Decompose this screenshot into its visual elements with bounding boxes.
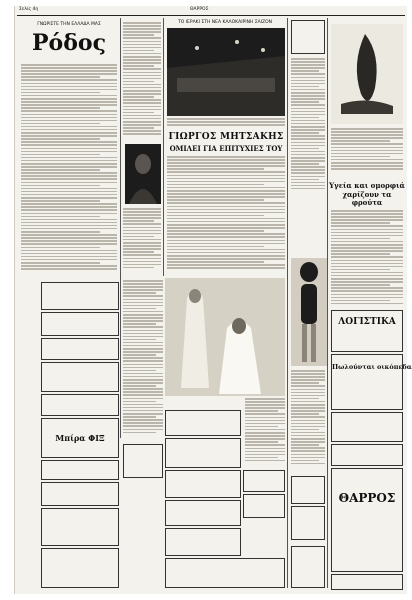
ad-box xyxy=(41,460,119,480)
ad-box xyxy=(291,506,325,540)
col6-body xyxy=(331,210,403,308)
feature-body xyxy=(167,156,285,276)
ad-box xyxy=(41,394,119,416)
ad-box xyxy=(123,444,163,478)
col6-intro xyxy=(331,128,403,172)
ad-box xyxy=(291,476,325,504)
ad-box xyxy=(331,444,403,466)
beer-ad-title: Μπίρα ΦΙΞ xyxy=(55,433,105,443)
tharros-ad-title: ΘΑΡΡΟΣ xyxy=(338,491,396,505)
swimsuit-photo xyxy=(291,258,327,366)
newspaper-page xyxy=(14,6,412,594)
feature-subheadline: ΟΜΙΛΕΙ ΓΙΑ ΕΠΙΤΥΧΙΕΣ ΤΟΥ xyxy=(169,144,283,153)
ad-box xyxy=(243,494,285,518)
feature-tail xyxy=(245,398,285,468)
feature-kicker: ΤΟ ΙΕΡΑΚΙ ΣΤΗ ΝΕΑ ΚΑΛΟΚΑΙΡΙΝΗ ΣΑΙΖΟΝ xyxy=(178,20,272,25)
column-rule xyxy=(287,18,288,588)
col1-body xyxy=(21,64,117,278)
ad-box xyxy=(41,338,119,360)
col2-body xyxy=(123,22,161,142)
accounting-ad xyxy=(331,310,403,352)
tharros-ad xyxy=(331,468,403,572)
ad-box xyxy=(41,508,119,546)
ad-box xyxy=(331,574,403,590)
ad-box xyxy=(165,528,241,556)
ad-box xyxy=(243,470,285,492)
feature-headline: ΓΙΩΡΓΟΣ ΜΗΤΣΑΚΗΣ xyxy=(168,132,284,142)
ad-box xyxy=(331,412,403,442)
ad-box xyxy=(41,548,119,588)
bridal-photo xyxy=(165,278,285,396)
night-venue-photo xyxy=(167,28,285,116)
col1-kicker: ΓΝΩΡΙΣΤΕ ΤΗΝ ΕΛΛΑΔΑ ΜΑΣ xyxy=(37,22,101,27)
ad-box xyxy=(165,470,241,498)
page-label: Σελίς 4η xyxy=(19,7,39,12)
col5-body xyxy=(291,58,325,198)
col2-body-lower xyxy=(123,208,161,274)
paper-name: ΘΑΡΡΟΣ xyxy=(190,7,209,12)
ad-box xyxy=(41,362,119,392)
ad-box xyxy=(41,418,119,458)
plots-ad-title: Πωλούνται οικόπεδα xyxy=(332,363,412,371)
column-rule xyxy=(163,18,164,276)
ad-box xyxy=(165,500,241,526)
ad-box xyxy=(165,438,241,468)
col2-continuation xyxy=(123,280,163,440)
portrait-photo xyxy=(125,144,161,204)
col5-lower xyxy=(291,370,325,470)
accounting-ad-title: ΛΟΓΙΣΤΙΚΑ xyxy=(338,317,396,327)
health-teaser: Υγεία και ομορφιά χαρίζουν τα φρούτα xyxy=(329,181,405,207)
ad-box xyxy=(165,410,241,436)
ad-box xyxy=(165,558,285,588)
ad-box xyxy=(41,312,119,336)
photo-caption xyxy=(167,118,285,128)
ad-box xyxy=(291,20,325,54)
fruit-photo xyxy=(331,24,403,124)
ad-box xyxy=(41,482,119,506)
ad-box xyxy=(291,546,325,588)
column-rule xyxy=(327,18,328,588)
col1-title: Ρόδος xyxy=(32,30,106,56)
plots-ad xyxy=(331,354,412,410)
column-rule xyxy=(120,18,121,438)
ad-box xyxy=(41,282,119,310)
header-rule xyxy=(17,15,405,16)
